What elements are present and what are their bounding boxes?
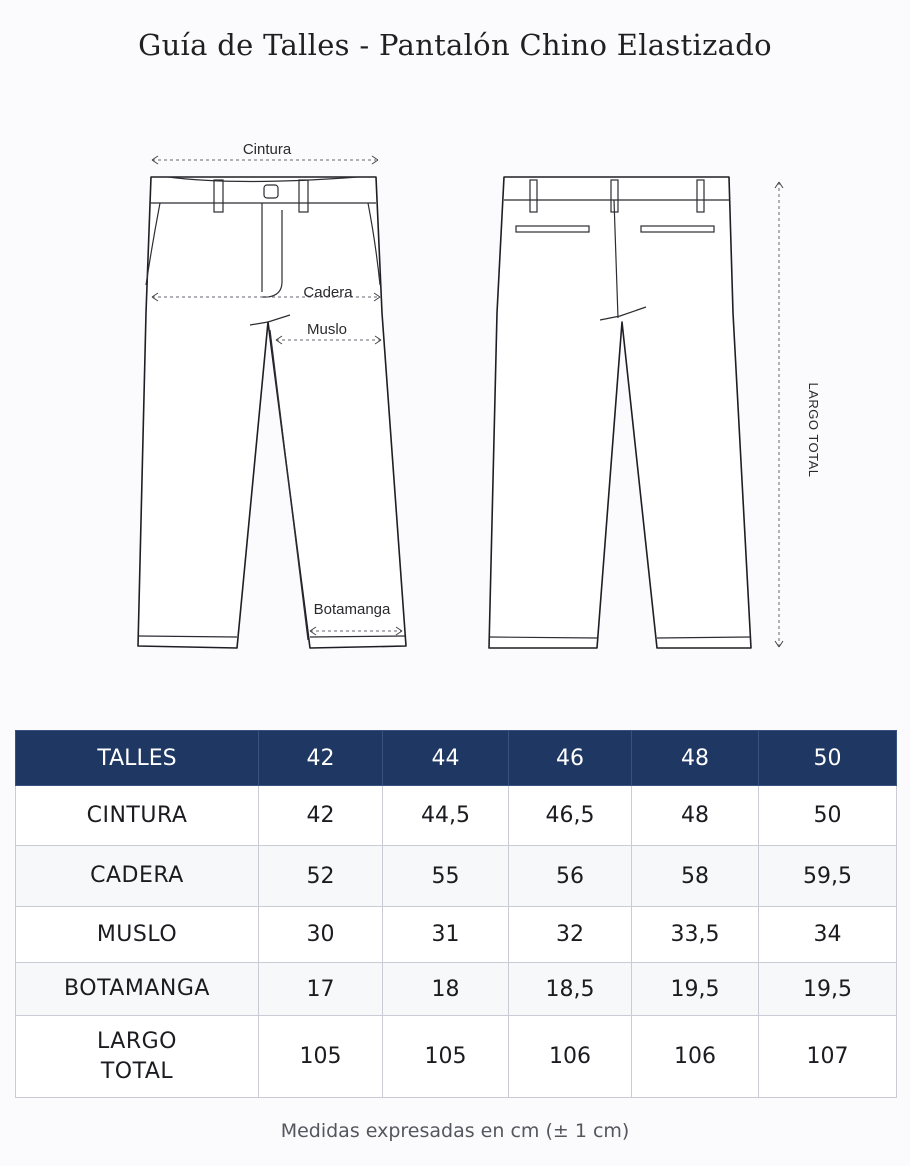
table-cell: 52 (259, 846, 383, 907)
table-cell: 46,5 (509, 786, 632, 846)
row-label: MUSLO (16, 907, 259, 963)
table-row-muslo (16, 907, 897, 963)
waist-label: Cintura (242, 141, 292, 158)
table-row-cintura (16, 786, 897, 846)
table-cell: 106 (509, 1016, 632, 1098)
table-cell: 59,5 (759, 846, 897, 907)
size-col-header: 42 (259, 731, 383, 786)
total-length-measure (775, 182, 821, 647)
waist-measure (152, 141, 378, 164)
hem-label: Botamanga (313, 601, 391, 618)
table-cell: 105 (383, 1016, 509, 1098)
table-row-largo-total (16, 1016, 897, 1098)
row-label: CADERA (16, 846, 259, 907)
measurement-note: Medidas expresadas en cm (± 1 cm) (280, 1120, 630, 1142)
table-cell: 18,5 (509, 963, 632, 1016)
size-col-header: 50 (759, 731, 897, 786)
table-cell: 105 (259, 1016, 383, 1098)
size-col-header: 46 (509, 731, 632, 786)
table-cell: 44,5 (383, 786, 509, 846)
table-cell: 33,5 (632, 907, 759, 963)
table-row-botamanga (16, 963, 897, 1016)
page-title: Guía de Talles - Pantalón Chino Elastizado (138, 28, 772, 62)
row-label: CINTURA (16, 786, 259, 846)
row-label: LARGO TOTAL (16, 1016, 259, 1098)
pants-front-view (138, 177, 406, 648)
size-col-header: 48 (632, 731, 759, 786)
table-cell: 19,5 (759, 963, 897, 1016)
size-col-header: 44 (383, 731, 509, 786)
table-cell: 56 (509, 846, 632, 907)
row-label: BOTAMANGA (16, 963, 259, 1016)
table-cell: 17 (259, 963, 383, 1016)
table-cell: 32 (509, 907, 632, 963)
table-cell: 19,5 (632, 963, 759, 1016)
table-cell: 42 (259, 786, 383, 846)
table-row-cadera (16, 846, 897, 907)
table-cell: 55 (383, 846, 509, 907)
total-length-label: LARGO TOTAL (806, 382, 821, 478)
size-chart-table (15, 730, 897, 1098)
size-header-row (16, 731, 897, 786)
table-cell: 34 (759, 907, 897, 963)
thigh-label: Muslo (306, 321, 348, 338)
table-cell: 18 (383, 963, 509, 1016)
size-header-label: TALLES (16, 731, 259, 786)
hip-label: Cadera (303, 284, 353, 301)
pants-back-view (489, 177, 751, 648)
table-cell: 31 (383, 907, 509, 963)
table-cell: 58 (632, 846, 759, 907)
table-cell: 107 (759, 1016, 897, 1098)
table-cell: 106 (632, 1016, 759, 1098)
table-cell: 30 (259, 907, 383, 963)
table-cell: 48 (632, 786, 759, 846)
table-cell: 50 (759, 786, 897, 846)
